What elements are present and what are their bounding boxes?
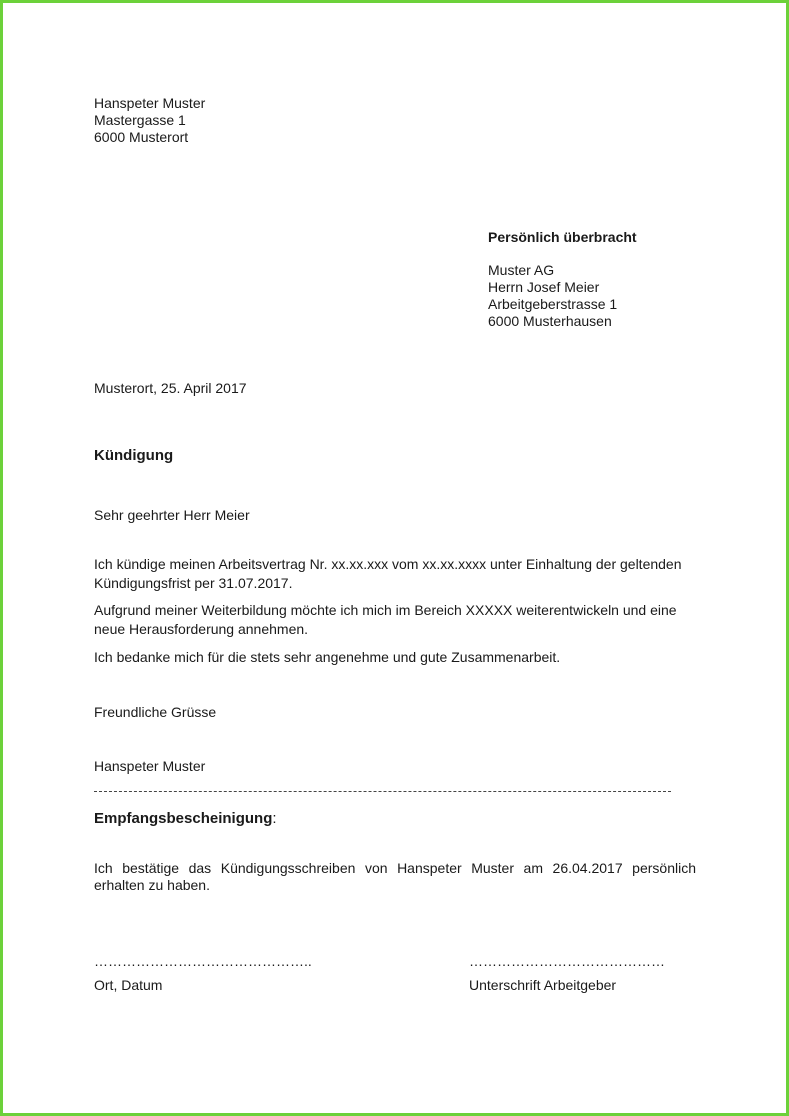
recipient-address [488,262,617,330]
sender-street: Mastergasse 1 [94,112,186,128]
place-date-label: Ort, Datum [94,977,163,993]
subject-heading: Kündigung [94,447,174,464]
cut-divider [94,791,671,792]
receipt-title-line [94,810,277,828]
sender-address [94,95,205,146]
signature-dotted-line: …………………………………… [469,953,665,969]
body-paragraph-1: Ich kündige meinen Arbeitsvertrag Nr. xx.xx.xxx vom xx.xx.xxxx unter Einhaltung der geltenden Kündigungsfrist per 31.07.2017. [94,556,682,591]
sender-name: Hanspeter Muster [94,95,206,111]
sender-city: 6000 Musterort [94,129,189,145]
receipt-title: Empfangsbescheinigung [94,810,273,827]
receipt-title-suffix: : [272,810,277,827]
recipient-contact: Herrn Josef Meier [488,279,600,295]
receipt-text: Ich bestätige das Kündigungsschreiben von Hanspeter Muster am 26.04.2017 persönlich erhalten zu haben. [94,860,696,893]
closing: Freundliche Grüsse [94,704,217,720]
salutation: Sehr geehrter Herr Meier [94,507,250,523]
recipient-city: 6000 Musterhausen [488,313,612,329]
delivery-note: Persönlich überbracht [488,229,637,245]
employer-signature-label: Unterschrift Arbeitgeber [469,977,617,993]
body-paragraph-3: Ich bedanke mich für die stets sehr angenehme und gute Zusammenarbeit. [94,649,561,665]
place-date: Musterort, 25. April 2017 [94,380,247,396]
recipient-company: Muster AG [488,262,555,278]
recipient-street: Arbeitgeberstrasse 1 [488,296,618,312]
place-date-dotted-line: ……………………………………….. [94,953,312,969]
signature-name: Hanspeter Muster [94,758,206,774]
body-paragraph-2: Aufgrund meiner Weiterbildung möchte ich mich im Bereich XXXXX weiterentwickeln und eine neue Herausforderung annehmen. [94,602,677,637]
